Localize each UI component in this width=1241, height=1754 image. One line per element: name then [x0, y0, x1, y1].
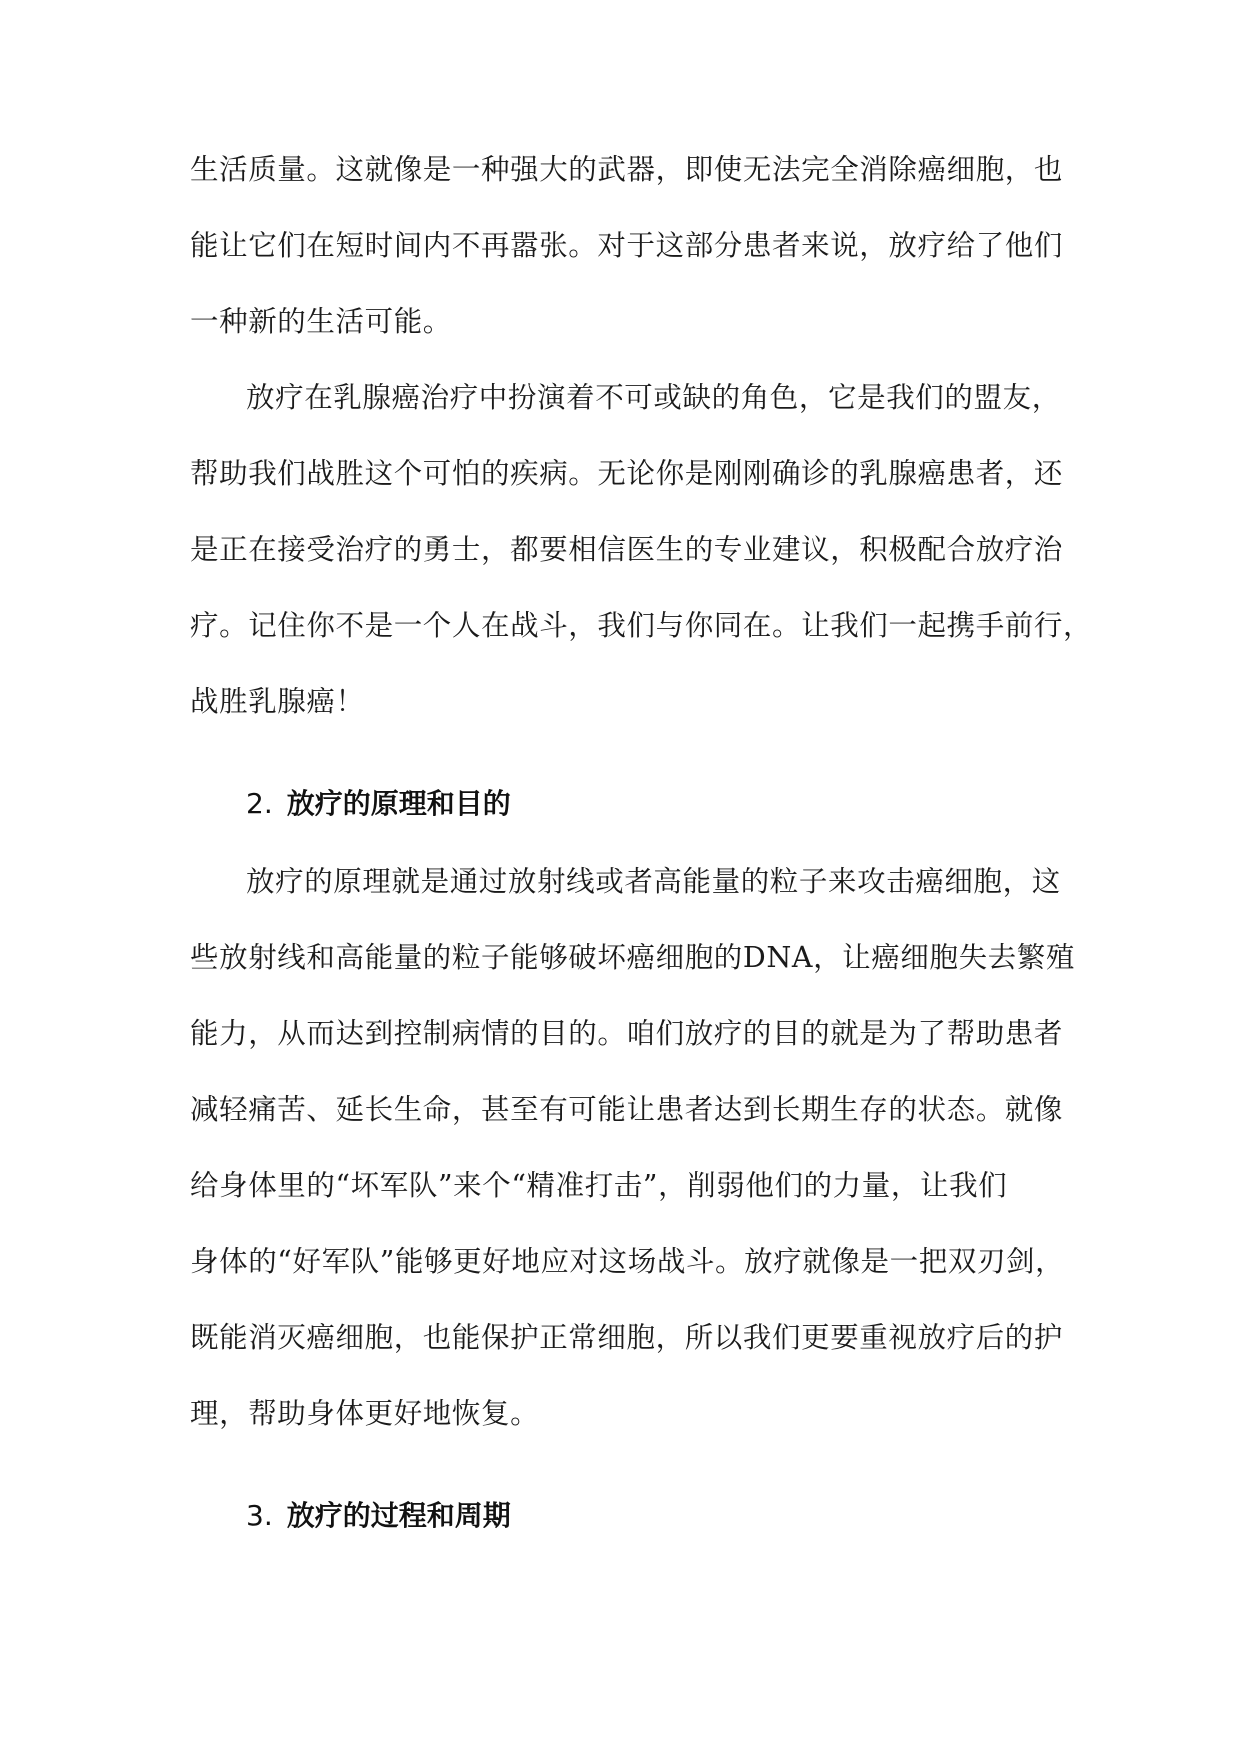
section-heading — [246, 784, 511, 824]
paragraph-line: 是正在接受治疗的勇士，都要相信医生的专业建议，积极配合放疗治 — [190, 533, 1064, 566]
paragraph-line: 疗。记住你不是一个人在战斗，我们与你同在。让我们一起携手前行， — [190, 609, 1093, 642]
paragraph-line: 一种新的生活可能。 — [190, 305, 452, 338]
section-number: 2. — [246, 787, 273, 820]
paragraph-line: 生活质量。这就像是一种强大的武器，即使无法完全消除癌细胞，也 — [190, 153, 1064, 186]
paragraph-line: 战胜乳腺癌！ — [190, 685, 365, 718]
paragraph-line: 理，帮助身体更好地恢复。 — [190, 1397, 540, 1430]
paragraph-line: 放疗的原理就是通过放射线或者高能量的粒子来攻击癌细胞，这 — [246, 865, 1061, 898]
section-heading — [246, 1496, 511, 1536]
section-title: 放疗的原理和目的 — [286, 787, 511, 820]
paragraph-line: 能让它们在短时间内不再嚣张。对于这部分患者来说，放疗给了他们 — [190, 229, 1064, 262]
paragraph-line: 给身体里的“坏军队”来个“精准打击”，削弱他们的力量，让我们 — [190, 1169, 1008, 1202]
paragraph-line: 既能消灭癌细胞，也能保护正常细胞，所以我们更要重视放疗后的护 — [190, 1321, 1064, 1354]
paragraph-line: 能力，从而达到控制病情的目的。咱们放疗的目的就是为了帮助患者 — [190, 1017, 1064, 1050]
section-title: 放疗的过程和周期 — [286, 1499, 511, 1532]
paragraph-line: 减轻痛苦、延长生命，甚至有可能让患者达到长期生存的状态。就像 — [190, 1093, 1064, 1126]
paragraph-line: 放疗在乳腺癌治疗中扮演着不可或缺的角色，它是我们的盟友， — [246, 381, 1061, 414]
paragraph-line: 帮助我们战胜这个可怕的疾病。无论你是刚刚确诊的乳腺癌患者，还 — [190, 457, 1064, 490]
paragraph-line: 些放射线和高能量的粒子能够破坏癌细胞的DNA，让癌细胞失去繁殖 — [190, 941, 1075, 974]
paragraph-line: 身体的“好军队”能够更好地应对这场战斗。放疗就像是一把双刃剑， — [190, 1245, 1065, 1278]
section-number: 3. — [246, 1499, 273, 1532]
